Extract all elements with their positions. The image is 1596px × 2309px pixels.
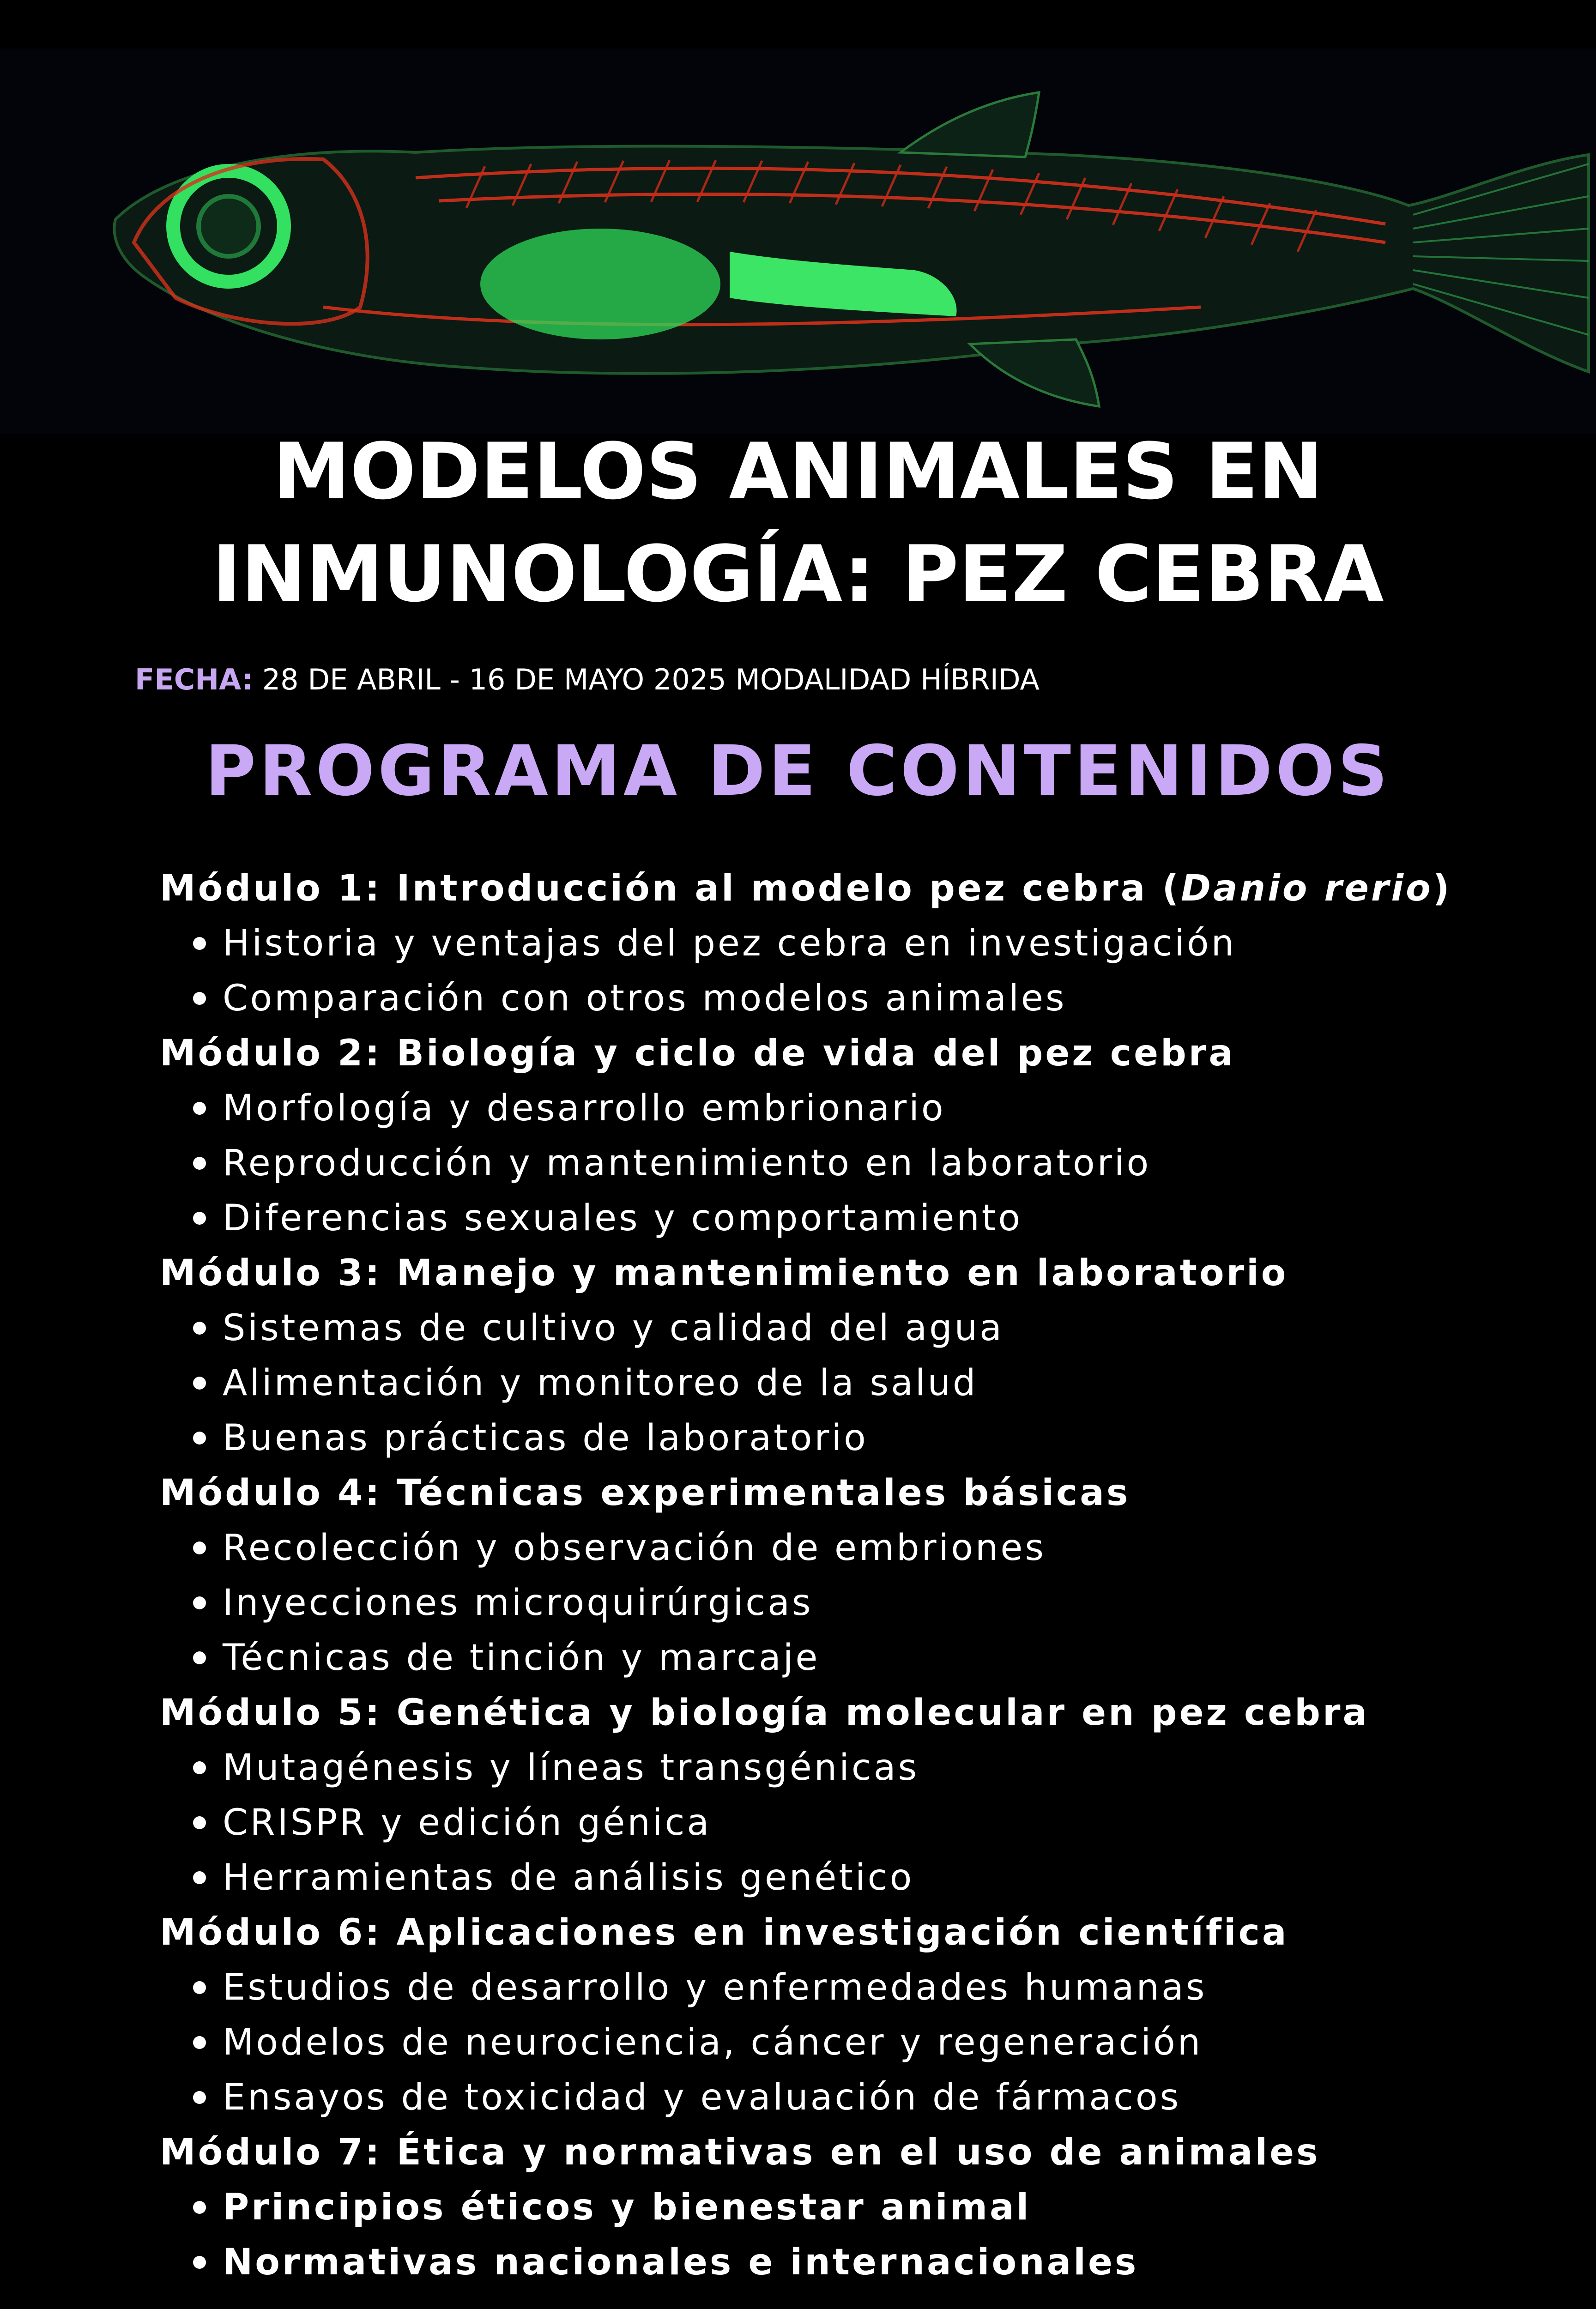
- bullet-icon: [193, 2201, 206, 2214]
- bullet-icon: [193, 2256, 206, 2269]
- bullet-icon: [193, 1102, 206, 1115]
- module-2: [160, 1026, 1545, 1246]
- list-item: Ensayos de toxicidad y evaluación de fármacos: [160, 2070, 1545, 2125]
- list-item: Normativas nacionales e internacionales: [160, 2235, 1545, 2290]
- list-item: Historia y ventajas del pez cebra en investigación: [160, 916, 1545, 971]
- list-item: Estudios de desarrollo y enfermedades humanas: [160, 1960, 1545, 2015]
- zebrafish-image: [0, 48, 1596, 434]
- list-item: Diferencias sexuales y comportamiento: [160, 1191, 1545, 1246]
- program-heading: PROGRAMA DE CONTENIDOS: [205, 731, 1391, 811]
- event-date-label: FECHA:: [135, 663, 254, 696]
- module-1: [160, 861, 1545, 1026]
- page-title-line-1: MODELOS ANIMALES EN: [272, 426, 1324, 517]
- module-title: Módulo 2: Biología y ciclo de vida del pez cebra: [160, 1033, 1235, 1074]
- bullet-icon: [193, 1322, 206, 1335]
- bullet-icon: [193, 1377, 206, 1390]
- fish-gut: [480, 229, 720, 339]
- list-item: Técnicas de tinción y marcaje: [160, 1631, 1545, 1686]
- page-title-line-2: INMUNOLOGÍA: PEZ CEBRA: [212, 529, 1384, 619]
- list-item: Principios éticos y bienestar animal: [160, 2180, 1545, 2235]
- event-date-value: 28 DE ABRIL - 16 DE MAYO 2025 MODALIDAD HÍBRIDA: [253, 663, 1040, 696]
- list-item: Modelos de neurociencia, cáncer y regeneración: [160, 2015, 1545, 2070]
- event-date: [135, 661, 1040, 698]
- list-item: Buenas prácticas de laboratorio: [160, 1411, 1545, 1466]
- list-item: Inyecciones microquirúrgicas: [160, 1576, 1545, 1631]
- page-title: [0, 420, 1596, 625]
- bullet-icon: [193, 1596, 206, 1609]
- list-item: Reproducción y mantenimiento en laboratorio: [160, 1136, 1545, 1191]
- bullet-icon: [193, 1432, 206, 1445]
- bullet-icon: [193, 1981, 206, 1994]
- module-title: Módulo 5: Genética y biología molecular en pez cebra: [160, 1692, 1370, 1734]
- list-item: CRISPR y edición génica: [160, 1795, 1545, 1850]
- bullet-icon: [193, 1212, 206, 1225]
- bullet-icon: [193, 992, 206, 1005]
- species-name: Danio rerio: [1181, 868, 1433, 909]
- list-item: Morfología y desarrollo embrionario: [160, 1081, 1545, 1136]
- module-title: Módulo 6: Aplicaciones en investigación científica: [160, 1912, 1289, 1953]
- module-title: Módulo 3: Manejo y mantenimiento en laboratorio: [160, 1252, 1288, 1294]
- list-item: Mutagénesis y líneas transgénicas: [160, 1741, 1545, 1795]
- list-item: Alimentación y monitoreo de la salud: [160, 1356, 1545, 1411]
- bullet-icon: [193, 2091, 206, 2104]
- list-item: Sistemas de cultivo y calidad del agua: [160, 1301, 1545, 1356]
- modules-list: [160, 861, 1545, 2290]
- module-3: [160, 1246, 1545, 1466]
- bullet-icon: [193, 1816, 206, 1829]
- module-title: Módulo 7: Ética y normativas en el uso de animales: [160, 2132, 1320, 2173]
- bullet-icon: [193, 1761, 206, 1774]
- list-item: Herramientas de análisis genético: [160, 1850, 1545, 1905]
- bullet-icon: [193, 1541, 206, 1554]
- module-7: [160, 2125, 1545, 2290]
- module-title: Módulo 1: Introducción al modelo pez cebra (Danio rerio): [160, 868, 1452, 909]
- module-6: [160, 1905, 1545, 2125]
- bullet-icon: [193, 1157, 206, 1170]
- module-5: [160, 1686, 1545, 1905]
- list-item: Comparación con otros modelos animales: [160, 971, 1545, 1026]
- module-4: [160, 1466, 1545, 1686]
- list-item: Recolección y observación de embriones: [160, 1521, 1545, 1576]
- bullet-icon: [193, 2036, 206, 2049]
- module-title: Módulo 4: Técnicas experimentales básicas: [160, 1472, 1130, 1514]
- bullet-icon: [193, 1651, 206, 1664]
- bullet-icon: [193, 1871, 206, 1884]
- bullet-icon: [193, 937, 206, 950]
